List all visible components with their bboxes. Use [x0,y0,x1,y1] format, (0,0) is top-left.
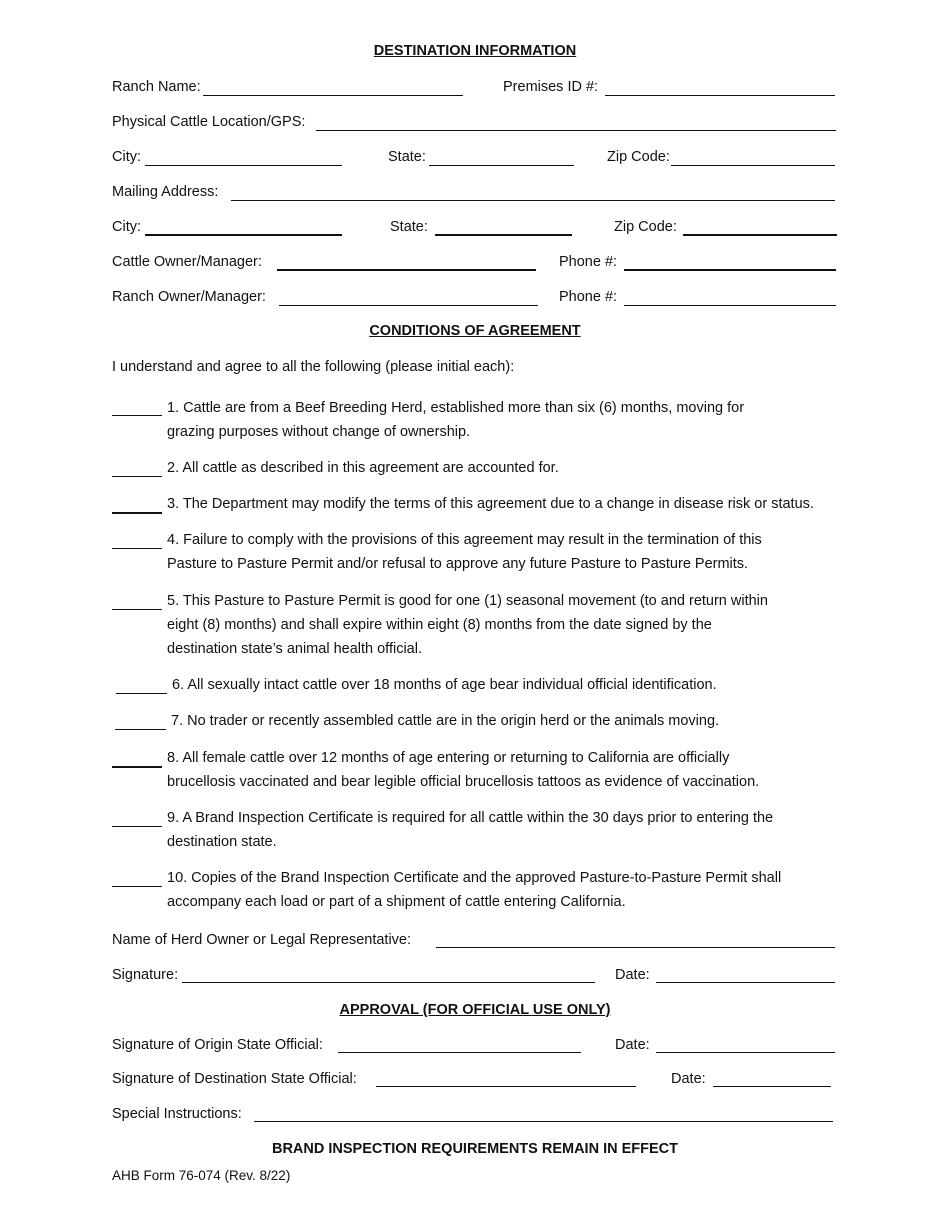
conditions-intro: I understand and agree to all the following (please initial each): [112,359,515,375]
cattle-owner-field[interactable] [277,269,536,271]
zip-field[interactable] [671,165,835,166]
destination-signature-label: Signature of Destination State Official: [112,1071,357,1087]
conditions-heading: CONDITIONS OF AGREEMENT [369,323,581,339]
destination-heading: DESTINATION INFORMATION [373,43,577,59]
state2-field[interactable] [435,234,572,236]
state-field[interactable] [429,165,574,166]
destination-date-field[interactable] [713,1086,831,1087]
city2-field[interactable] [145,234,342,236]
special-instructions-label: Special Instructions: [112,1106,242,1122]
phone2-field[interactable] [624,305,836,306]
city-label: City: [112,149,141,165]
initial-blank-10[interactable] [112,886,162,887]
origin-signature-field[interactable] [338,1052,581,1053]
initial-blank-4[interactable] [112,548,162,549]
condition-item-3: 3. The Department may modify the terms of this agreement due to a change in disease risk or status. [167,496,814,512]
zip-label: Zip Code: [607,149,670,165]
initial-blank-3[interactable] [112,512,162,514]
destination-signature-field[interactable] [376,1086,636,1087]
premises-id-label: Premises ID #: [503,79,599,95]
zip2-label: Zip Code: [614,219,677,235]
brand-inspection-notice: BRAND INSPECTION REQUIREMENTS REMAIN IN EFFECT [271,1141,678,1157]
phone1-label: Phone #: [559,254,618,270]
ranch-owner-label: Ranch Owner/Manager: [112,289,266,305]
initial-blank-6[interactable] [116,693,167,694]
zip2-field[interactable] [683,234,837,236]
herd-owner-label: Name of Herd Owner or Legal Representative: [112,932,412,948]
condition-item-4: 4. Failure to comply with the provisions of this agreement may result in the termination of this Pasture to Pasture Permit and/or refusal to approve any future Pasture to Pasture Permits. [167,532,762,572]
condition-item-10: 10. Copies of the Brand Inspection Certificate and the approved Pasture-to-Pasture Permit shall accompany each load or part of a shipment of cattle entering California. [167,870,782,910]
gps-field[interactable] [316,130,836,131]
initial-blank-1[interactable] [112,415,162,416]
ranch-name-label: Ranch Name: [112,79,201,95]
origin-date-field[interactable] [656,1052,835,1053]
date-label: Date: [615,967,650,983]
signature-label: Signature: [112,967,179,983]
cattle-owner-label: Cattle Owner/Manager: [112,254,262,270]
condition-item-8: 8. All female cattle over 12 months of age entering or returning to California are officially brucellosis vaccinated and bear legible official brucellosis tattoos as evidence of vaccination. [167,750,760,790]
initial-blank-2[interactable] [112,476,162,477]
condition-item-5: 5. This Pasture to Pasture Permit is good for one (1) seasonal movement (to and return within eight (8) months) and shall expire within eight (8) months from the date signed by the destination state’s animal health official. [167,593,768,657]
ranch-name-field[interactable] [203,95,463,96]
herd-owner-field[interactable] [436,947,835,948]
city2-label: City: [112,219,141,235]
gps-label: Physical Cattle Location/GPS: [112,114,306,130]
form-number: AHB Form 76-074 (Rev. 8/22) [112,1168,291,1183]
special-instructions-field[interactable] [254,1121,833,1122]
ranch-owner-field[interactable] [279,305,538,306]
condition-item-2: 2. All cattle as described in this agreement are accounted for. [167,460,559,476]
signature-field[interactable] [182,982,595,983]
phone1-field[interactable] [624,269,836,271]
mailing-address-label: Mailing Address: [112,184,219,200]
mailing-address-field[interactable] [231,200,835,201]
initial-blank-8[interactable] [112,766,162,768]
condition-item-1: 1. Cattle are from a Beef Breeding Herd, established more than six (6) months, moving for grazing purposes without change of ownership. [167,400,745,440]
initial-blank-5[interactable] [112,609,162,610]
origin-signature-label: Signature of Origin State Official: [112,1037,323,1053]
city-field[interactable] [145,165,342,166]
state-label: State: [388,149,426,165]
premises-id-field[interactable] [605,95,835,96]
origin-date-label: Date: [615,1037,650,1053]
approval-heading: APPROVAL (FOR OFFICIAL USE ONLY) [339,1002,611,1018]
condition-item-6: 6. All sexually intact cattle over 18 months of age bear individual official identification. [172,677,717,693]
condition-item-9: 9. A Brand Inspection Certificate is required for all cattle within the 30 days prior to entering the destination state. [167,810,774,850]
state2-label: State: [390,219,428,235]
phone2-label: Phone #: [559,289,618,305]
initial-blank-7[interactable] [115,729,166,730]
initial-blank-9[interactable] [112,826,162,827]
date-field[interactable] [656,982,835,983]
condition-item-7: 7. No trader or recently assembled cattle are in the origin herd or the animals moving. [171,713,720,729]
destination-date-label: Date: [671,1071,706,1087]
